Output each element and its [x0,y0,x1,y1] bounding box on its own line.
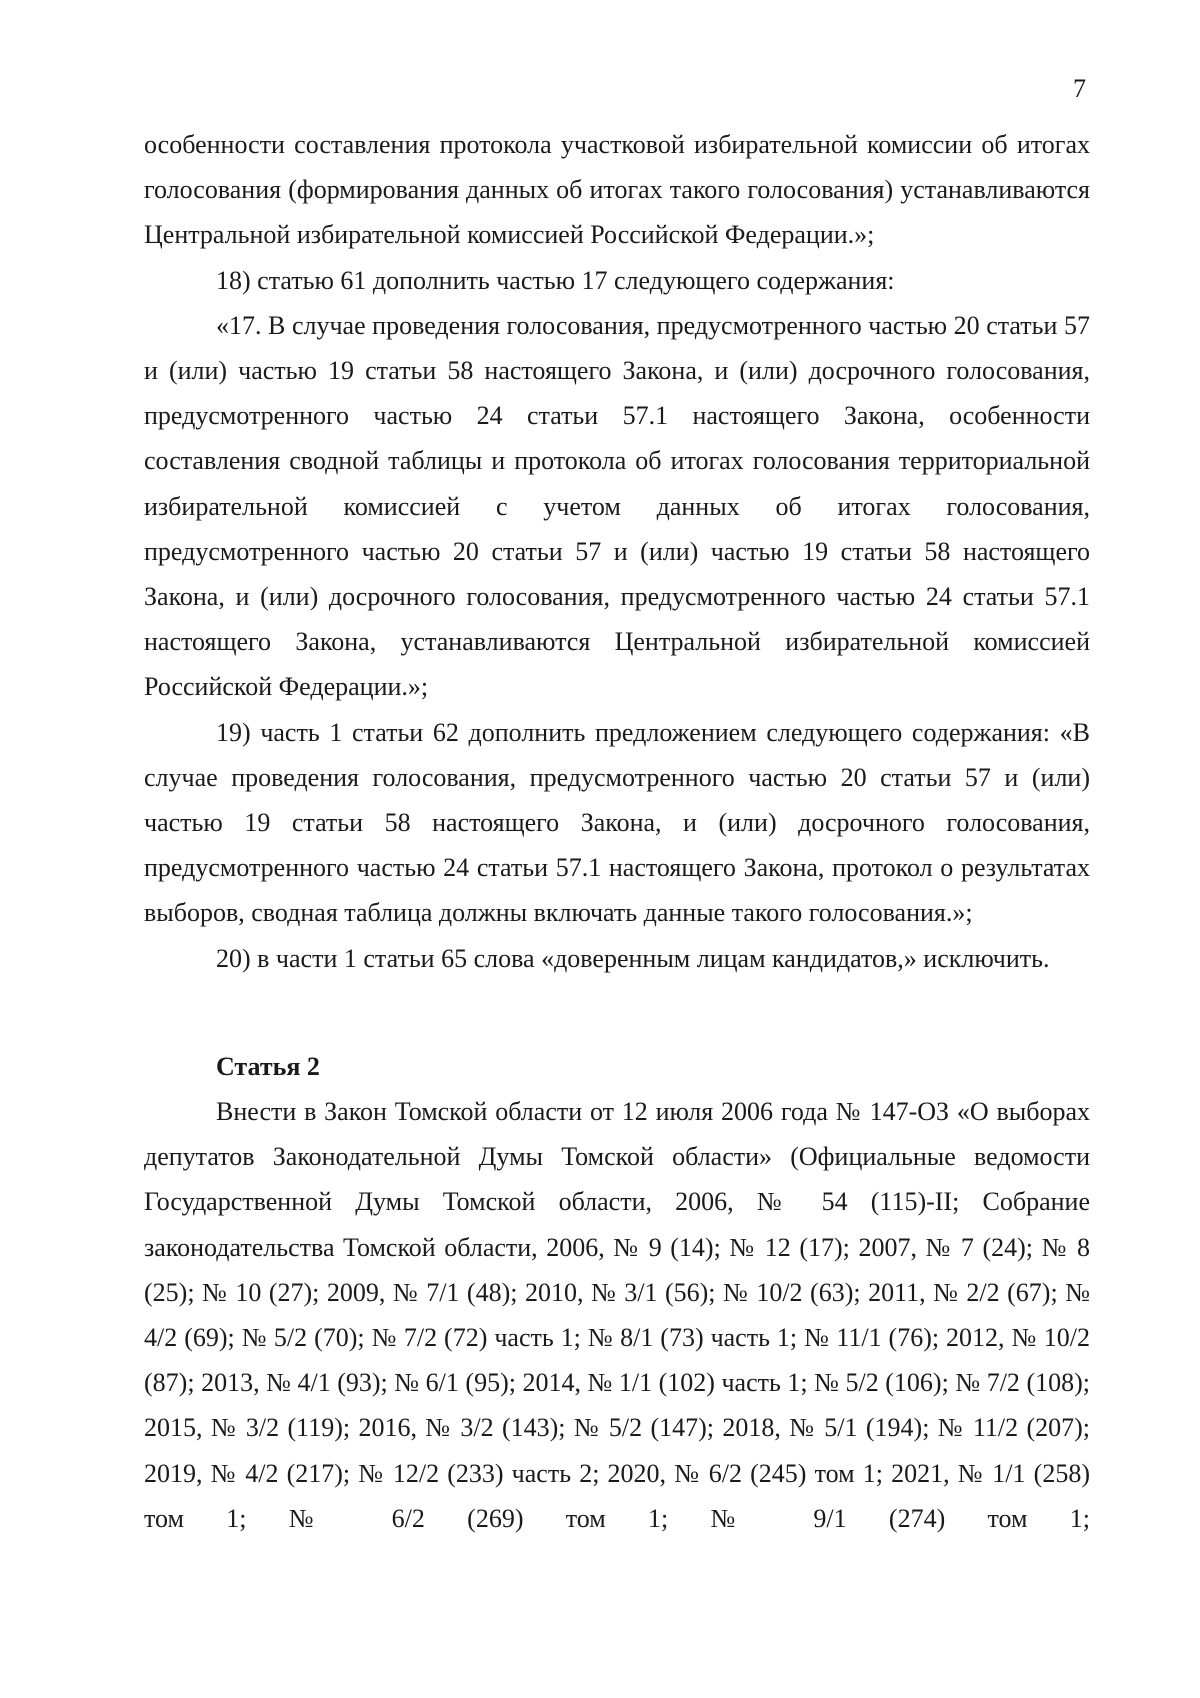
paragraph-item-17-text: «17. В случае проведения голосования, предусмотренного частью 20 статьи 57 и (или) частью 19 статьи 58 настоящего Закона, и (или) досрочного голосования, предусмотренного частью 24 статьи 57.1 настоящего Закона, особенности составления сводной таблицы и протокола об итогах голосования территориальной избирательной комиссией с учетом данных об итогах голосования, предусмотренного частью 20 статьи 57 и (или) частью 19 статьи 58 настоящего Закона, и (или) досрочного голосования, предусмотренного частью 24 статьи 57.1 настоящего Закона, устанавливаются Центральной избирательной комиссией Российской Федерации.»; [144,310,1090,702]
paragraph-continuation: особенности составления протокола участковой избирательной комиссии об итогах голосования (формирования данных об итогах такого голосования) устанавливаются Центральной избирательной комиссией Российской Федерации.»; [144,130,1090,250]
article-heading: Статья 2 [216,1051,320,1081]
section-spacer [144,981,1090,1026]
paragraph-item-18: 18) статью 61 дополнить частью 17 следующего содержания: [216,265,895,295]
article-text: Внести в Закон Томской области от 12 июля 2006 года № 147-ОЗ «О выборах депутатов Законодательной Думы Томской области» (Официальные ведомости Государственной Думы Томской области, 2006, № 54 (115)-II; Собрание законодательства Томской области, 2006, № 9 (14); № 12 (17); 2007, № 7 (24); № 8 (25); № 10 (27); 2009, № 7/1 (48); 2010, № 3/1 (56); № 10/2 (63); 2011, № 2/2 (67); № 4/2 (69); № 5/2 (70); № 7/2 (72) часть 1; № 8/1 (73) часть 1; № 11/1 (76); 2012, № 10/2 (87); 2013, № 4/1 (93); № 6/1 (95); 2014, № 1/1 (102) часть 1; № 5/2 (106); № 7/2 (108); 2015, № 3/2 (119); 2016, № 3/2 (143); № 5/2 (147); 2018, № 5/1 (194); № 11/2 (207); 2019, № 4/2 (217); № 12/2 (233) часть 2; 2020, № 6/2 (245) том 1; 2021, № 1/1 (258) том 1; № 6/2 (269) том 1; № 9/1 (274) том 1; [144,1097,1090,1533]
paragraph-item-20: 20) в части 1 статьи 65 слова «доверенным лицам кандидатов,» исключить. [216,943,1050,973]
paragraph-item-19: 19) часть 1 статьи 62 дополнить предложением следующего содержания: «В случае проведения голосования, предусмотренного частью 20 статьи 57 и (или) частью 19 статьи 58 настоящего Закона, и (или) досрочного голосования, предусмотренного частью 24 статьи 57.1 настоящего Закона, протокол о результатах выборов, сводная таблица должны включать данные такого голосования.»; [144,717,1090,928]
document-body [144,122,1090,1541]
page-number: 7 [1073,74,1086,103]
